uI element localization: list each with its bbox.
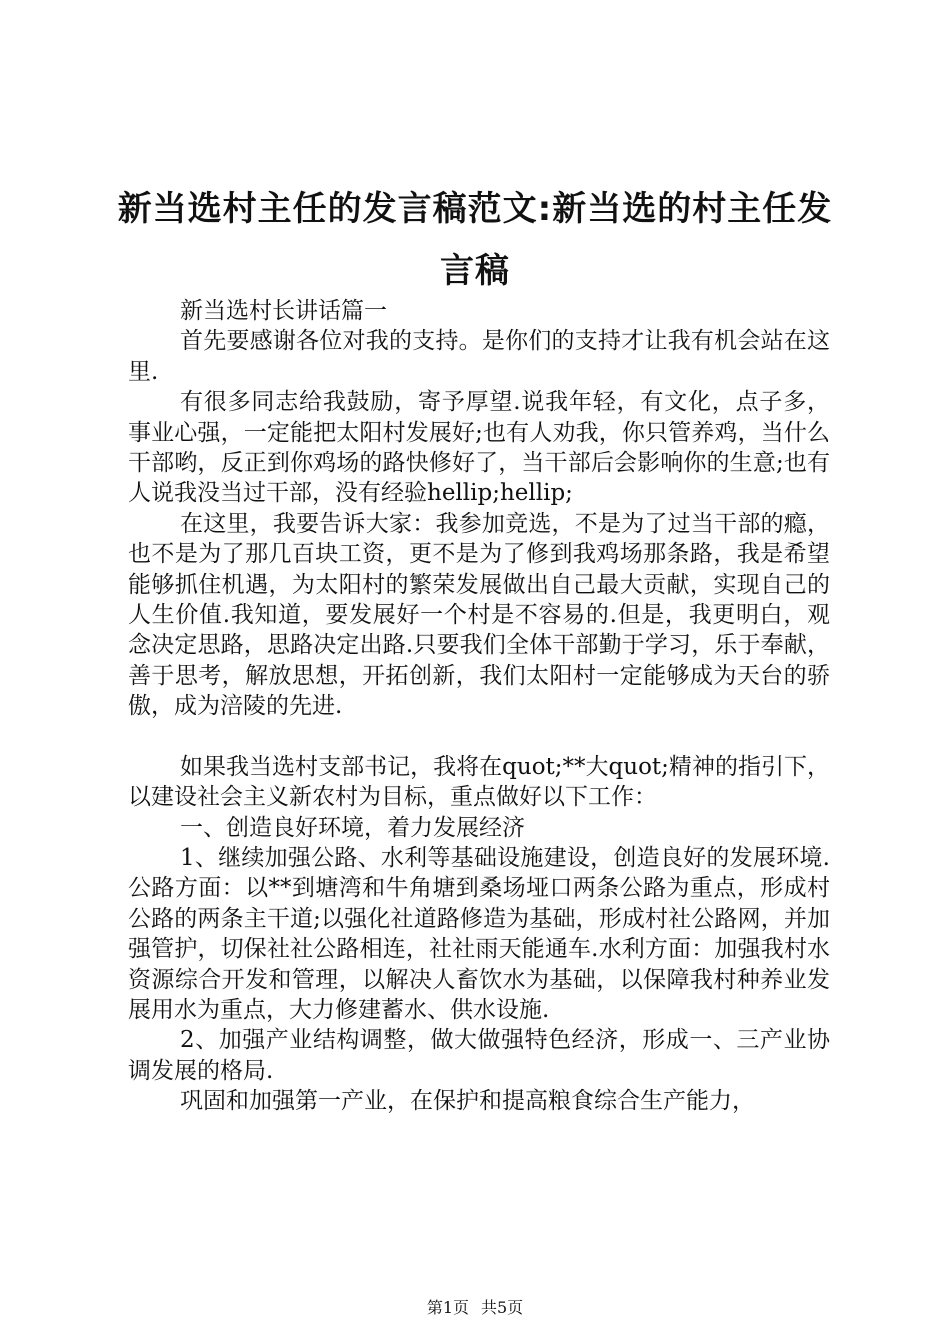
document-title: 新当选村主任的发言稿范文:新当选的村主任发言稿	[117, 189, 833, 291]
paragraph: 新当选村长讲话篇一	[180, 298, 387, 324]
paragraph: 2、加强产业结构调整，做大做强特色经济，形成一、三产业协调发展的格局.	[128, 1027, 830, 1084]
page-total: 共5页	[481, 1298, 524, 1317]
page-number: 第1页	[426, 1298, 469, 1317]
paragraph: 1、继续加强公路、水利等基础设施建设，创造良好的发展环境.公路方面：以**到塘湾和牛角塘到桑场垭口两条公路为重点，形成村公路的两条主干道;以强化社道路修造为基础，形成村社公路网，并加强管护，切保社社公路相连，社社雨天能通车.水利方面：加强我村水资源综合开发和管理，以解决人畜饮水为基础，以保障我村种养业发展用水为重点，大力修建蓄水、供水设施.	[128, 844, 830, 1023]
paragraph: 首先要感谢各位对我的支持。是你们的支持才让我有机会站在这里.	[128, 328, 830, 385]
paragraph: 在这里，我要告诉大家：我参加竞选，不是为了过当干部的瘾，也不是为了那几百块工资，更不是为了修到我鸡场那条路，我是希望能够抓住机遇，为太阳村的繁荣发展做出自己最大贡献，实现自己的人生价值.我知道，要发展好一个村是不容易的.但是，我更明白，观念决定思路，思路决定出路.只要我们全体干部勤于学习，乐于奉献，善于思考，解放思想，开拓创新，我们太阳村一定能够成为天台的骄傲，成为涪陵的先进.	[128, 510, 830, 720]
section-heading: 一、创造良好环境，着力发展经济	[180, 814, 525, 841]
paragraph: 巩固和加强第一产业，在保护和提高粮食综合生产能力，	[180, 1088, 755, 1115]
paragraph: 如果我当选村支部书记，我将在quot;**大quot;精神的指引下，以建设社会主义新农村为目标，重点做好以下工作：	[128, 753, 830, 811]
document-body	[128, 296, 830, 1117]
page-footer	[0, 1298, 950, 1318]
paragraph: 有很多同志给我鼓励，寄予厚望.说我年轻，有文化，点子多，事业心强，一定能把太阳村发展好;也有人劝我，你只管养鸡，当什么干部哟，反正到你鸡场的路快修好了，当干部后会影响你的生意;也有人说我没当过干部，没有经验hellip;hellip;	[128, 389, 830, 507]
